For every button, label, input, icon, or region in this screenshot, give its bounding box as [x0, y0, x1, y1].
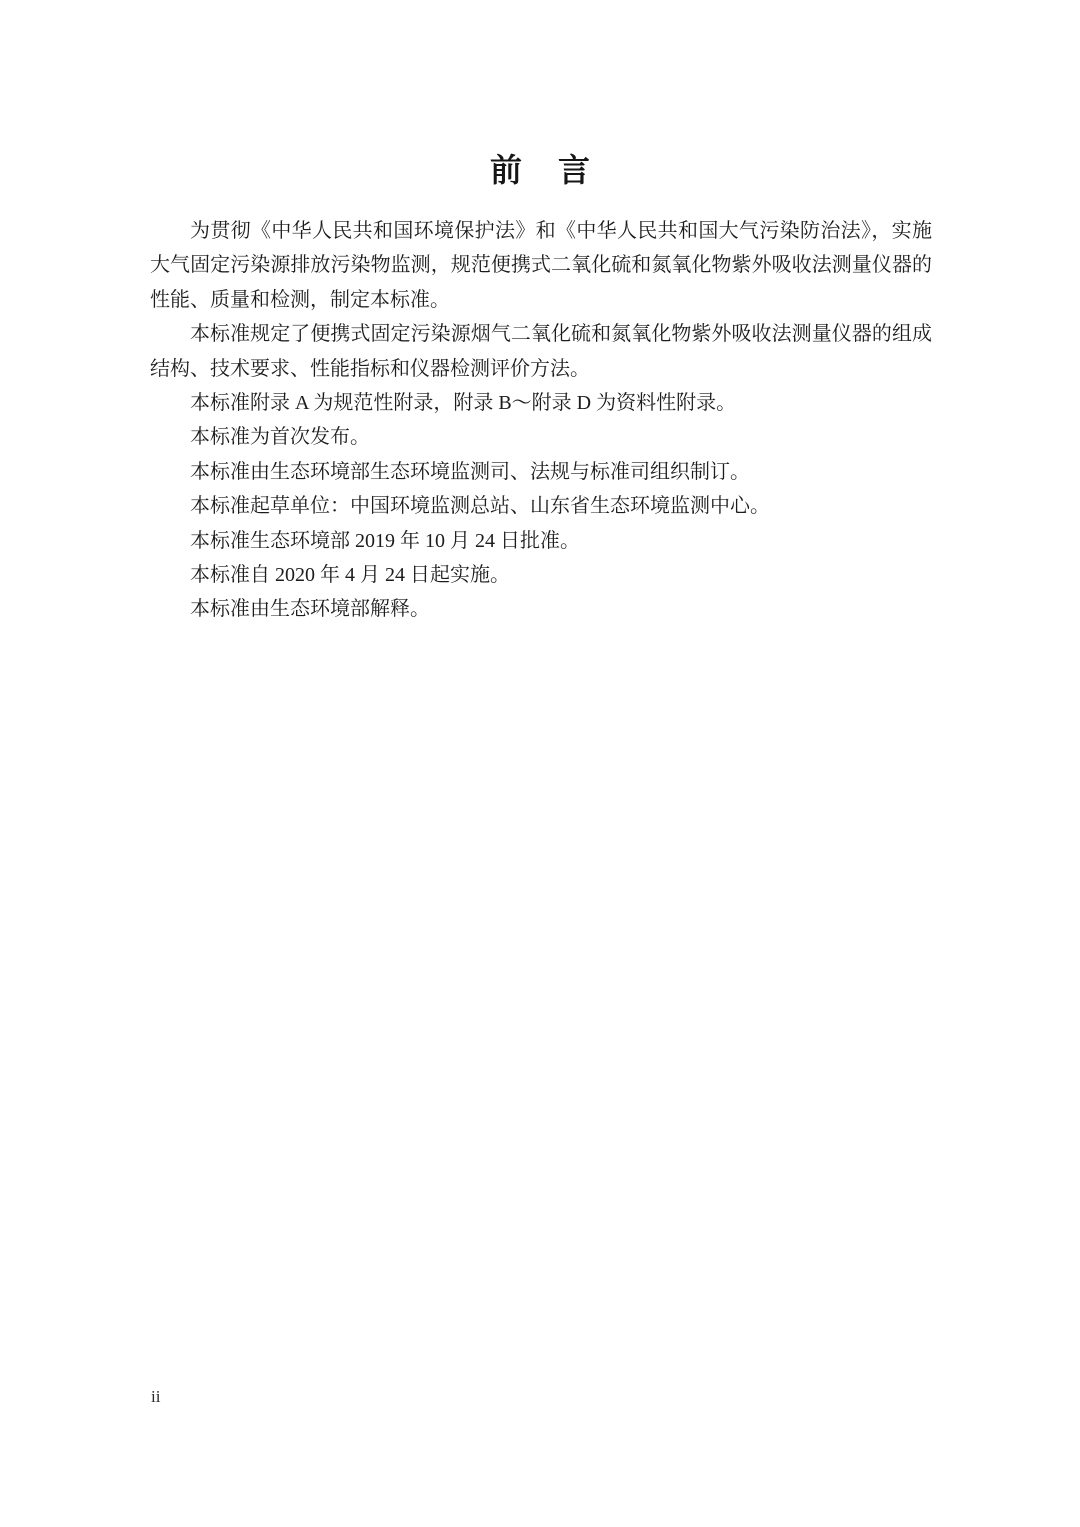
paragraph: 本标准由生态环境部解释。 — [190, 598, 430, 621]
foreword-body — [150, 214, 932, 627]
paragraph: 本标准生态环境部 2019 年 10 月 24 日批准。 — [190, 529, 580, 552]
page-number: ii — [151, 1387, 161, 1406]
page-title: 前 言 — [489, 152, 592, 188]
paragraph: 本标准规定了便携式固定污染源烟气二氧化硫和氮氧化物紫外吸收法测量仪器的组成结构、技术要求、性能指标和仪器检测评价方法。 — [150, 323, 932, 380]
page-content — [150, 148, 932, 627]
paragraph: 本标准附录 A 为规范性附录，附录 B～附录 D 为资料性附录。 — [190, 392, 737, 415]
paragraph: 本标准自 2020 年 4 月 24 日起实施。 — [190, 564, 510, 587]
paragraph: 本标准为首次发布。 — [190, 426, 370, 449]
paragraph: 本标准由生态环境部生态环境监测司、法规与标准司组织制订。 — [190, 460, 750, 483]
paragraph: 本标准起草单位：中国环境监测总站、山东省生态环境监测中心。 — [190, 495, 770, 518]
paragraph: 为贯彻《中华人民共和国环境保护法》和《中华人民共和国大气污染防治法》，实施大气固定污染源排放污染物监测，规范便携式二氧化硫和氮氧化物紫外吸收法测量仪器的性能、质量和检测，制定本标准。 — [150, 220, 932, 311]
